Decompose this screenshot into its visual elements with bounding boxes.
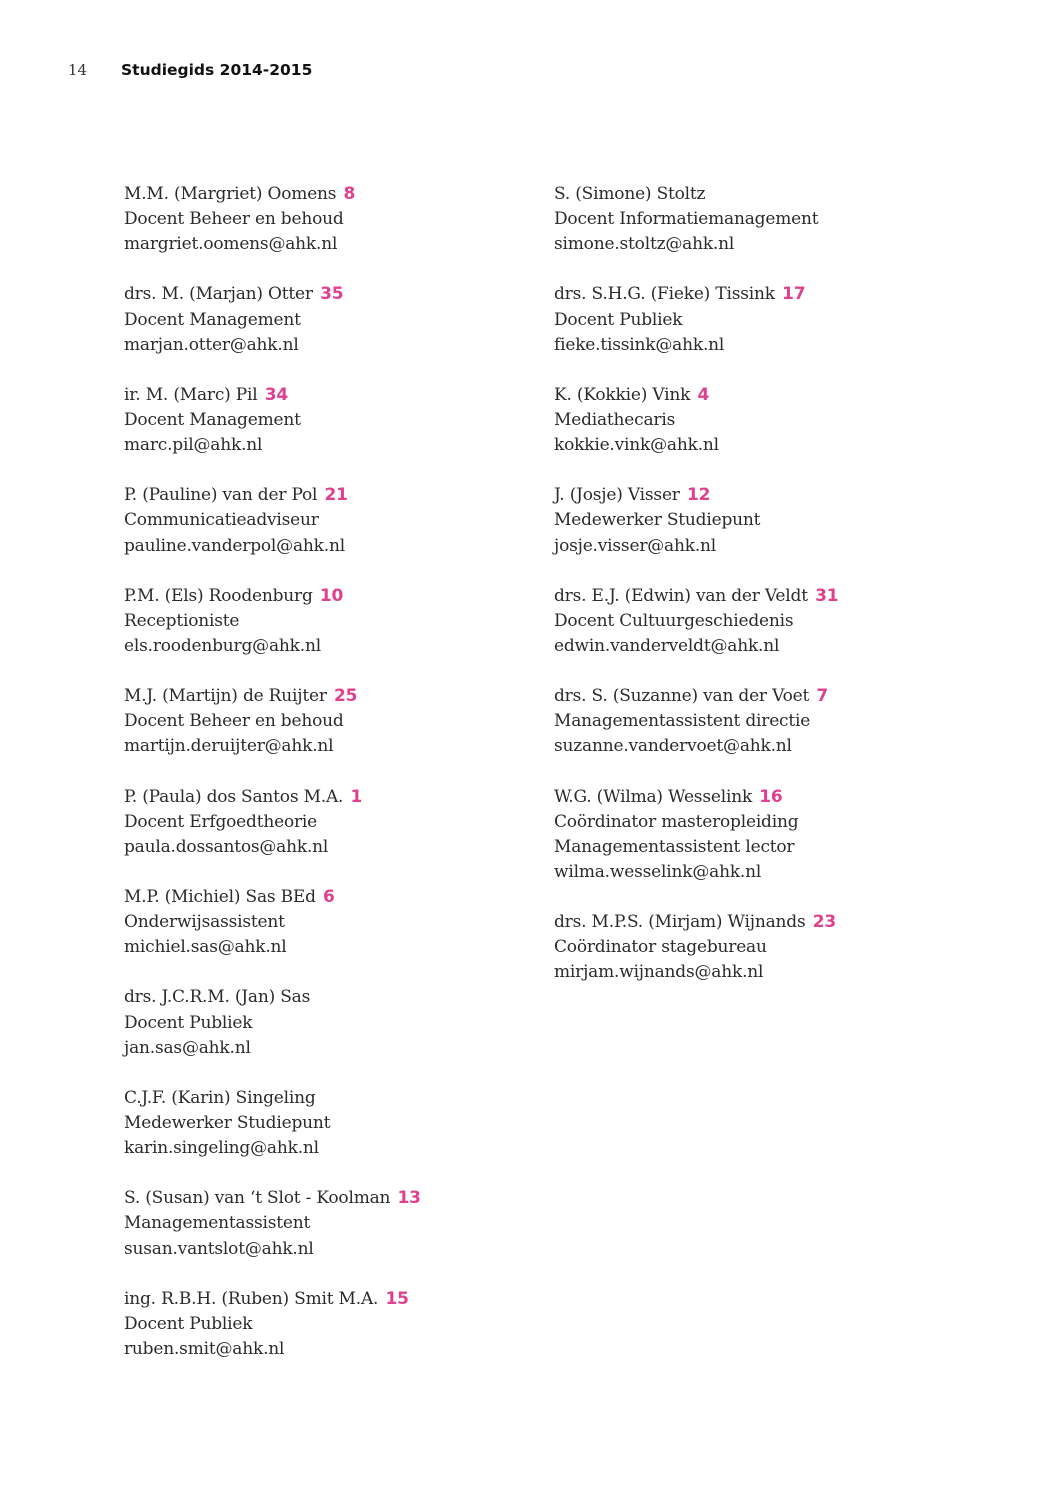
reference-number: 13 (397, 1188, 421, 1209)
staff-name-line (124, 483, 544, 508)
staff-name-line (124, 885, 544, 910)
staff-name-line (124, 383, 544, 408)
staff-name-line (124, 182, 544, 207)
reference-number: 25 (333, 686, 358, 707)
staff-email[interactable]: fieke.tissink@ahk.nl (554, 334, 725, 355)
staff-name: ir. M. (Marc) Pil (124, 384, 258, 405)
staff-name-line (124, 282, 544, 307)
reference-number: 7 (816, 686, 828, 707)
staff-name-line (554, 282, 974, 307)
staff-role: Onderwijsassistent (124, 912, 285, 933)
staff-role: Docent Publiek (124, 1012, 253, 1033)
staff-name: M.P. (Michiel) Sas BEd (124, 886, 316, 907)
staff-name: W.G. (Wilma) Wesselink (554, 786, 753, 807)
staff-email[interactable]: edwin.vanderveldt@ahk.nl (554, 635, 780, 656)
staff-email[interactable]: margriet.oomens@ahk.nl (124, 234, 338, 255)
staff-email[interactable]: paula.dossantos@ahk.nl (124, 836, 329, 857)
staff-entry (124, 483, 544, 558)
staff-entry (554, 910, 974, 985)
staff-email[interactable]: michiel.sas@ahk.nl (124, 937, 287, 958)
staff-name: M.J. (Martijn) de Ruijter (124, 686, 327, 707)
staff-name-line (554, 483, 974, 508)
staff-entry (124, 1086, 544, 1161)
staff-role: Managementassistent lector (554, 836, 795, 857)
staff-name-line (124, 684, 544, 709)
staff-email[interactable]: susan.vantslot@ahk.nl (124, 1238, 314, 1259)
staff-role: Docent Beheer en behoud (124, 711, 344, 732)
staff-role: Docent Cultuurgeschiedenis (554, 610, 794, 631)
staff-name: P.M. (Els) Roodenburg (124, 585, 313, 606)
staff-entry (124, 785, 544, 860)
staff-entry (554, 483, 974, 558)
staff-name-line (554, 383, 974, 408)
staff-role: Coördinator stagebureau (554, 937, 767, 958)
staff-name-line (124, 1086, 544, 1111)
reference-number: 31 (815, 585, 839, 606)
staff-name: drs. E.J. (Edwin) van der Veldt (554, 585, 808, 606)
staff-entry (124, 1287, 544, 1362)
staff-role: Docent Publiek (554, 309, 683, 330)
reference-number: 23 (812, 912, 836, 933)
staff-name: S. (Susan) van ‘t Slot - Koolman (124, 1188, 391, 1209)
staff-entry (554, 785, 974, 886)
staff-name-line (124, 985, 544, 1010)
staff-entry (124, 182, 544, 257)
staff-name: drs. S.H.G. (Fieke) Tissink (554, 284, 775, 305)
staff-email[interactable]: mirjam.wijnands@ahk.nl (554, 962, 764, 983)
reference-number: 35 (320, 284, 344, 305)
reference-number: 16 (759, 786, 783, 807)
staff-role: Communicatieadviseur (124, 510, 319, 531)
reference-number: 21 (324, 485, 348, 506)
staff-email[interactable]: josje.visser@ahk.nl (554, 535, 717, 556)
staff-entry (554, 182, 974, 257)
staff-entry (124, 383, 544, 458)
staff-entry (554, 383, 974, 458)
staff-role: Managementassistent (124, 1213, 311, 1234)
staff-role: Docent Informatiemanagement (554, 209, 819, 230)
reference-number: 4 (697, 384, 710, 405)
staff-role: Receptioniste (124, 610, 240, 631)
staff-entry (554, 684, 974, 759)
staff-name-line (554, 182, 974, 207)
staff-entry (124, 1186, 544, 1261)
staff-role: Docent Management (124, 309, 301, 330)
staff-email[interactable]: martijn.deruijter@ahk.nl (124, 736, 334, 757)
page-number: 14 (68, 61, 88, 79)
staff-role: Mediathecaris (554, 409, 676, 430)
staff-email[interactable]: simone.stoltz@ahk.nl (554, 234, 735, 255)
staff-name: M.M. (Margriet) Oomens (124, 184, 337, 204)
staff-role: Coördinator masteropleiding (554, 811, 799, 832)
staff-name: P. (Pauline) van der Pol (124, 485, 318, 506)
staff-name-line (554, 684, 974, 709)
staff-email[interactable]: wilma.wesselink@ahk.nl (554, 861, 762, 882)
reference-number: 8 (343, 184, 356, 204)
reference-number: 10 (319, 585, 344, 606)
staff-name-line (554, 584, 974, 609)
staff-role: Medewerker Studiepunt (554, 510, 761, 531)
staff-role: Docent Erfgoedtheorie (124, 811, 318, 832)
staff-email[interactable]: els.roodenburg@ahk.nl (124, 635, 321, 656)
staff-entry (124, 584, 544, 659)
reference-number: 15 (385, 1288, 409, 1309)
page-header (68, 61, 312, 83)
staff-entry (124, 985, 544, 1060)
staff-name-line (554, 785, 974, 810)
staff-name: S. (Simone) Stoltz (554, 184, 706, 204)
staff-role: Docent Beheer en behoud (124, 209, 344, 230)
staff-role: Managementassistent directie (554, 711, 811, 732)
staff-name-line (554, 910, 974, 935)
reference-number: 12 (686, 485, 711, 506)
staff-entry (124, 885, 544, 960)
staff-name: J. (Josje) Visser (554, 485, 680, 506)
staff-email[interactable]: marc.pil@ahk.nl (124, 435, 263, 456)
staff-entry (124, 282, 544, 357)
staff-role: Medewerker Studiepunt (124, 1112, 331, 1133)
staff-email[interactable]: jan.sas@ahk.nl (124, 1037, 251, 1058)
staff-role: Docent Management (124, 409, 301, 430)
staff-name: C.J.F. (Karin) Singeling (124, 1087, 316, 1108)
staff-email[interactable]: ruben.smit@ahk.nl (124, 1338, 285, 1359)
staff-name: P. (Paula) dos Santos M.A. (124, 786, 344, 807)
staff-email[interactable]: karin.singeling@ahk.nl (124, 1138, 319, 1159)
reference-number: 34 (264, 384, 288, 405)
staff-name-line (124, 584, 544, 609)
reference-number: 17 (782, 284, 806, 305)
document-title: Studiegids 2014-2015 (121, 61, 313, 79)
staff-email[interactable]: pauline.vanderpol@ahk.nl (124, 535, 345, 556)
staff-role: Docent Publiek (124, 1313, 253, 1334)
staff-name: drs. M.P.S. (Mirjam) Wijnands (554, 912, 806, 933)
staff-name: drs. J.C.R.M. (Jan) Sas (124, 987, 311, 1008)
staff-name: ing. R.B.H. (Ruben) Smit M.A. (124, 1288, 379, 1309)
staff-name: drs. M. (Marjan) Otter (124, 284, 313, 305)
staff-email[interactable]: kokkie.vink@ahk.nl (554, 435, 719, 456)
staff-name-line (124, 1287, 544, 1312)
staff-entry (554, 584, 974, 659)
staff-entry (554, 282, 974, 357)
staff-name: K. (Kokkie) Vink (554, 384, 691, 405)
staff-name: drs. S. (Suzanne) van der Voet (554, 686, 810, 707)
reference-number: 6 (323, 886, 335, 907)
staff-list-left-column (124, 182, 544, 1387)
staff-entry (124, 684, 544, 759)
staff-email[interactable]: marjan.otter@ahk.nl (124, 334, 299, 355)
staff-list-right-column (554, 182, 974, 1011)
staff-name-line (124, 1186, 544, 1211)
staff-email[interactable]: suzanne.vandervoet@ahk.nl (554, 736, 792, 757)
reference-number: 1 (350, 786, 363, 807)
staff-name-line (124, 785, 544, 810)
